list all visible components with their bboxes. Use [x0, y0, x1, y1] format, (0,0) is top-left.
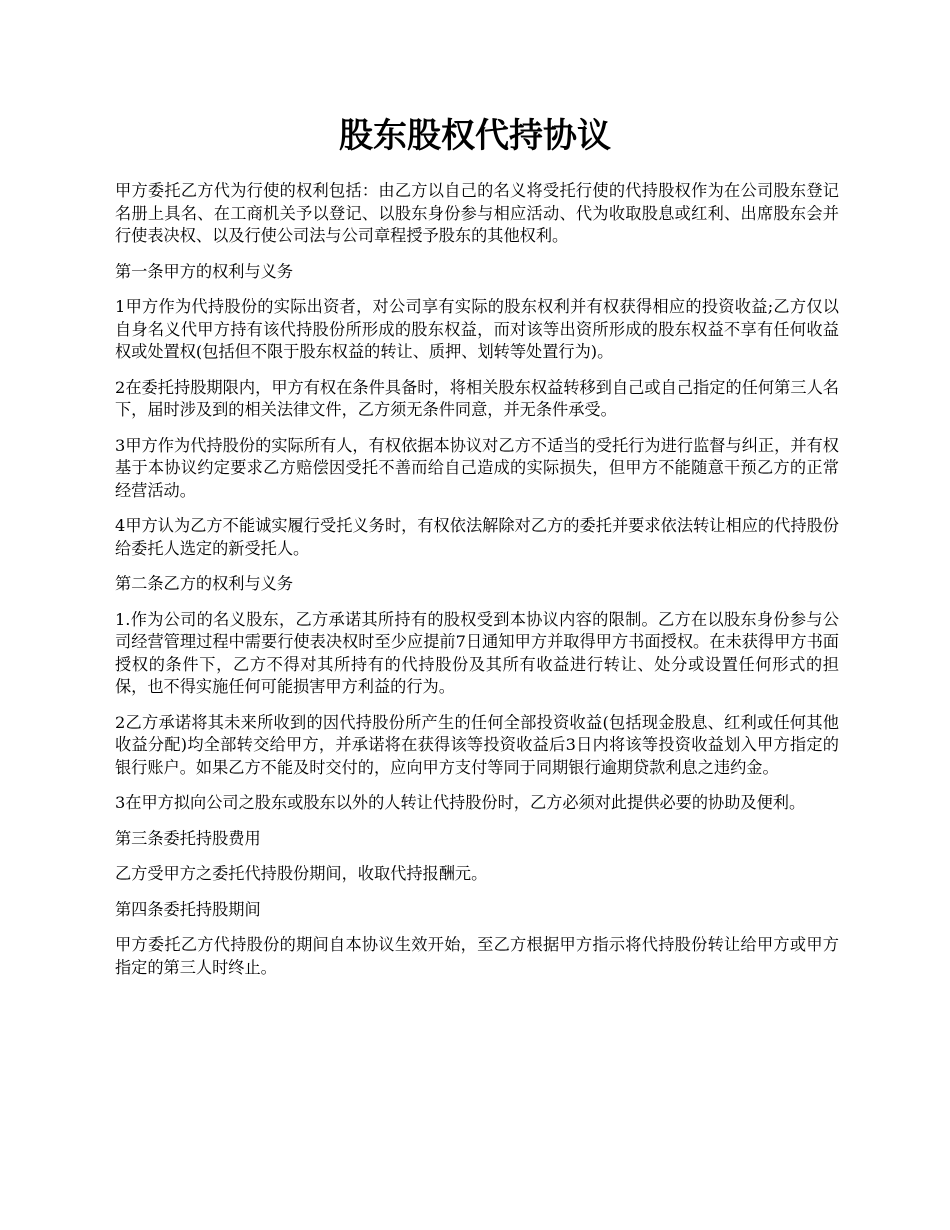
- section-heading-article-4: 第四条委托持股期间: [115, 899, 261, 919]
- intro-paragraph: 甲方委托乙方代为行使的权利包括：由乙方以自己的名义将受托行使的代持股权作为在公司股东登记名册上具名、在工商机关予以登记、以股东身份参与相应活动、代为收取股息或红利、出席股东会并行使表决权、以及行使公司法与公司章程授予股东的其他权利。: [115, 181, 839, 245]
- clause-paragraph: 2在委托持股期限内，甲方有权在条件具备时，将相关股东权益转移到自己或自己指定的任何第三人名下，届时涉及到的相关法律文件，乙方须无条件同意，并无条件承受。: [115, 377, 839, 419]
- clause-paragraph: 1.作为公司的名义股东，乙方承诺其所持有的股权受到本协议内容的限制。乙方在以股东身份参与公司经营管理过程中需要行使表决权时至少应提前7日通知甲方并取得甲方书面授权。在未获得甲方书面授权的条件下，乙方不得对其所持有的代持股份及其所有收益进行转让、处分或设置任何形式的担保，也不得实施任何可能损害甲方利益的行为。: [115, 609, 839, 696]
- section-heading-article-2: 第二条乙方的权利与义务: [115, 574, 294, 593]
- clause-paragraph: 4甲方认为乙方不能诚实履行受托义务时，有权依法解除对乙方的委托并要求依法转让相应的代持股份给委托人选定的新受托人。: [115, 516, 839, 558]
- section-heading-article-1: 第一条甲方的权利与义务: [115, 261, 294, 281]
- clause-paragraph: 3在甲方拟向公司之股东或股东以外的人转让代持股份时，乙方必须对此提供必要的协助及便利。: [115, 793, 806, 812]
- section-heading-article-3: 第三条委托持股费用: [115, 828, 261, 848]
- clause-paragraph: 甲方委托乙方代持股份的期间自本协议生效开始，至乙方根据甲方指示将代持股份转让给甲方或甲方指定的第三人时终止。: [115, 935, 839, 977]
- document-body: [115, 180, 839, 992]
- clause-paragraph: 2乙方承诺将其未来所收到的因代持股份所产生的任何全部投资收益(包括现金股息、红利或任何其他收益分配)均全部转交给甲方，并承诺将在获得该等投资收益后3日内将该等投资收益划入甲方指定的银行账户。如果乙方不能及时交付的，应向甲方支付等同于同期银行逾期贷款利息之违约金。: [115, 712, 839, 777]
- document-title: 股东股权代持协议: [339, 116, 611, 156]
- clause-paragraph: 乙方受甲方之委托代持股份期间，收取代持报酬元。: [115, 864, 488, 883]
- clause-paragraph: 3甲方作为代持股份的实际所有人，有权依据本协议对乙方不适当的受托行为进行监督与纠正，并有权基于本协议约定要求乙方赔偿因受托不善而给自己造成的实际损失，但甲方不能随意干预乙方的正常经营活动。: [115, 435, 839, 500]
- clause-paragraph: 1甲方作为代持股份的实际出资者，对公司享有实际的股东权利并有权获得相应的投资收益;乙方仅以自身名义代甲方持有该代持股份所形成的股东权益，而对该等出资所形成的股东权益不享有任何收益权或处置权(包括但不限于股东权益的转让、质押、划转等处置行为)。: [115, 297, 839, 361]
